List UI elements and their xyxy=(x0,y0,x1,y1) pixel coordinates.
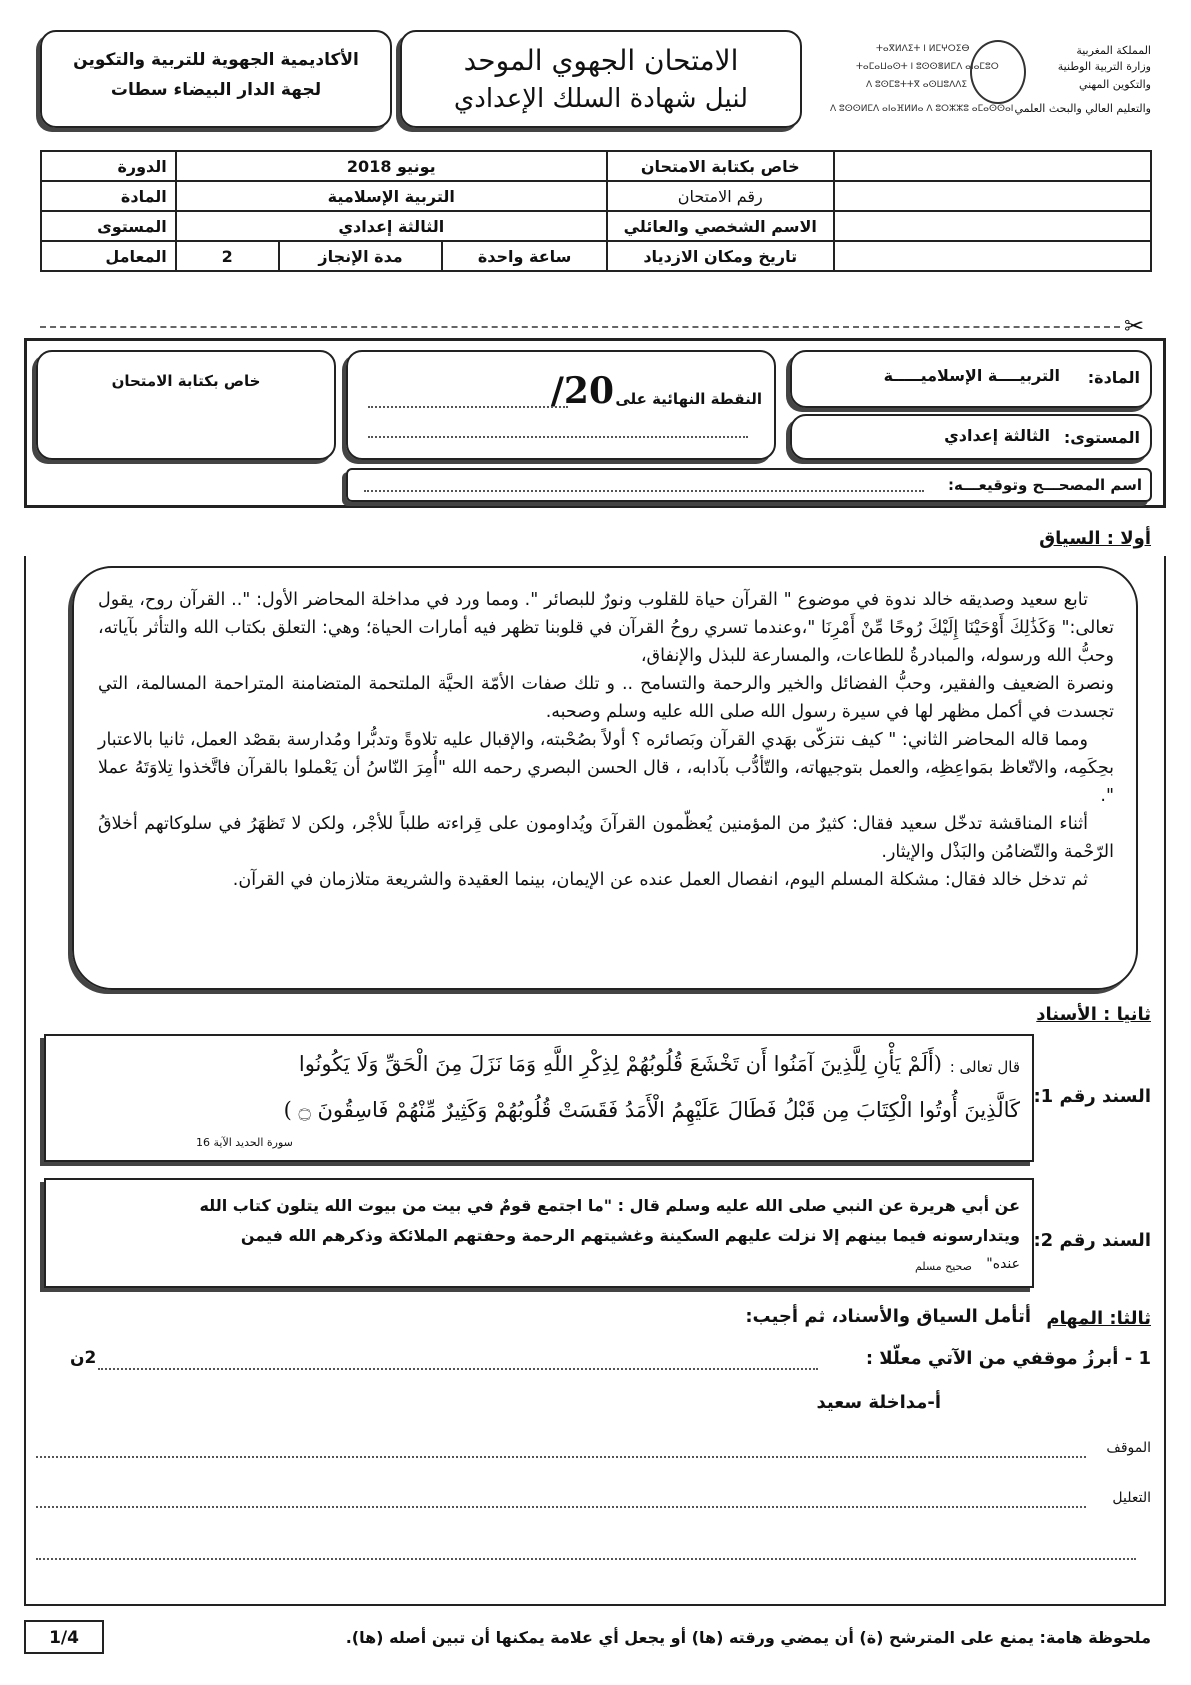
sources-heading: ثانيا : الأسناد xyxy=(1036,1004,1151,1025)
exam-info-table xyxy=(40,150,1152,272)
grading-level-label: المستوى: xyxy=(1063,428,1140,447)
source2-label: السند رقم 2: xyxy=(1033,1230,1151,1251)
name-cell[interactable] xyxy=(834,211,1151,241)
question1-dots[interactable] xyxy=(98,1368,818,1370)
final-score-label: النقطة النهائية على xyxy=(615,390,762,408)
context-box xyxy=(72,566,1138,990)
birth-cell[interactable] xyxy=(834,241,1151,271)
context-paragraph-4: أثناء المناقشة تدخّل سعيد فقال: كثيرٌ من المؤمنين يُعظّمون القرآنَ ويُداومون على قِراءته طلباً للأجْر، ولكن لا تَظهَرُ في سلوكاتهم أخلاقُ الرّحْمة والتّضامُن والبَذْل والإيثار. xyxy=(98,814,1114,862)
stance-dots[interactable] xyxy=(36,1456,1086,1458)
context-paragraph-3: ومما قاله المحاضر الثاني: " كيف نتزكّى بهَدي القرآن وبَصائره ؟ أولاً بصُحْبته، والإقبال عليه تلاوةً وتدبُّرا ومُدارسة بقصْد العمل، ثانيا بالاعتبار بحِكَمِه، والاتّعاظ بمَواعِظِه، والعمل بتوجيهاته، والتّأدُّب بآدابه، ، قال الحسن البصري رحمه الله "أُمِرَ النّاسُ أن يَعْملوا بالقرآن فاتَّخذوا تِلاوَتَهُ عملا ". xyxy=(98,730,1114,806)
source2-ref: صحيح مسلم xyxy=(914,1260,972,1273)
score-dots-1[interactable] xyxy=(368,406,568,408)
tasks-instruction: أتأمل السياق والأسناد، ثم أجيب: xyxy=(745,1306,1031,1327)
reserved-label-1: خاص بكتابة الامتحان xyxy=(607,151,834,181)
ministry-seal-icon xyxy=(970,40,1026,104)
context-paragraph-2: ونصرة الضعيف والفقير، وحبُّ الفضائل والخير والرحمة والتسامح .. و تلك صفات الأمّة الحيَّة الملتحمة المتضامنة المتراحمة المسالمة، التي تجسدت في أكمل مظهر لها في سيرة رسول الله صلى الله عليه وسلم وصحبه. xyxy=(98,674,1114,722)
corrector-label: اسم المصحـــح وتوقيعـــه: xyxy=(948,476,1142,494)
reason-label: التعليل xyxy=(1112,1490,1151,1506)
session-label: الدورة xyxy=(41,151,176,181)
birth-label: تاريخ ومكان الازدياد xyxy=(607,241,834,271)
score-dots-2[interactable] xyxy=(368,436,748,438)
reserved-blank-cell xyxy=(834,151,1151,181)
context-paragraph-5: ثم تدخل خالد فقال: مشكلة المسلم اليوم، انفصال العمل عنده عن الإيمان، بينما العقيدة والشريعة متلازمان في القرآن. xyxy=(232,870,1088,890)
ministry-line1: المملكة المغربية xyxy=(1076,44,1151,57)
source1-ref: سورة الحديد الآية 16 xyxy=(196,1136,293,1149)
scissors-icon: ✂ xyxy=(1124,312,1145,340)
source2-box xyxy=(44,1178,1034,1288)
tasks-heading: ثالثا: المهام xyxy=(1046,1308,1151,1329)
context-text xyxy=(98,586,1114,894)
duration-label: مدة الإنجاز xyxy=(279,241,443,271)
ministry-line3: والتكوين المهني xyxy=(1078,78,1151,91)
ministry-line2: وزارة التربية الوطنية xyxy=(1057,60,1151,73)
tifinagh-line4: ⴷ ⵓⵙⵙⵍⵎⴷ ⴰⵏⴰⴼⵍⵍⴰ ⴷ ⵓⵔⵣⵣⵓ ⴰⵎⴰⵙⵙⴰⵏ xyxy=(830,104,1014,114)
question1-points: 2ن xyxy=(70,1348,97,1368)
source2-line2: ويتدارسونه فيما بينهم إلا نزلت عليهم السكينة وغشيتهم الرحمة وحفتهم الملائكة وذكرهم الله فيمن xyxy=(240,1226,1020,1245)
score-box xyxy=(346,350,776,460)
exam-title-line2: لنيل شهادة السلك الإعدادي xyxy=(453,84,749,114)
exam-title-box xyxy=(400,30,802,128)
question1a: أ-مداخلة سعيد xyxy=(816,1392,941,1413)
level-value: الثالثة إعدادي xyxy=(176,211,607,241)
cut-line xyxy=(40,326,1120,328)
corrector-box xyxy=(346,468,1152,502)
source2-line3: عنده" xyxy=(986,1256,1020,1272)
grading-subject-value: التربيــــة الإسلاميـــــة xyxy=(883,366,1060,385)
page-number-box xyxy=(24,1620,104,1654)
exam-number-cell[interactable] xyxy=(834,181,1151,211)
question1: 1 - أبرزُ موقفي من الآتي معلّلا : xyxy=(865,1348,1151,1369)
academy-line1: الأكاديمية الجهوية للتربية والتكوين xyxy=(73,50,359,70)
level-label: المستوى xyxy=(41,211,176,241)
subject-label: المادة xyxy=(41,181,176,211)
page-number: 1/4 xyxy=(49,1628,79,1648)
reason-dots-2[interactable] xyxy=(36,1558,1136,1560)
source1-label: السند رقم 1: xyxy=(1033,1086,1151,1107)
duration-value: ساعة واحدة xyxy=(442,241,606,271)
ministry-line4: والتعليم العالي والبحث العلمي xyxy=(1014,102,1151,115)
subject-value: التربية الإسلامية xyxy=(176,181,607,211)
name-label: الاسم الشخصي والعائلي xyxy=(607,211,834,241)
level-box xyxy=(790,414,1152,460)
tifinagh-line3: ⴷ ⵓⵙⵎⵓⵜⵜⴳ ⴰⵙⵡⵓⴷⴷⵉ xyxy=(866,80,968,90)
session-value: يونيو 2018 xyxy=(176,151,607,181)
tifinagh-line2: ⵜⴰⵎⴰⵡⴰⵙⵜ ⵏ ⵓⵙⵙⴻⵍⵎⴷ ⴰⵏⴰⵎⵓⵔ xyxy=(856,62,999,72)
context-heading: أولا : السياق xyxy=(1039,528,1151,549)
stance-label: الموقف xyxy=(1106,1440,1151,1456)
tifinagh-line1: ⵜⴰⴳⵍⴷⵉⵜ ⵏ ⵍⵎⵖⵔⵉⴱ xyxy=(876,44,970,54)
footer-note: ملحوظة هامة: يمنع على المترشح (ة) أن يمضي ورقته (ها) أو يجعل أي علامة يمكنها أن تبين أصله (ها). xyxy=(345,1628,1151,1647)
academy-box xyxy=(40,30,392,128)
reserved-label-2: خاص بكتابة الامتحان xyxy=(111,372,261,390)
corrector-dots[interactable] xyxy=(364,490,924,492)
grading-subject-label: المادة: xyxy=(1087,368,1140,387)
grading-level-value: الثالثة إعدادي xyxy=(944,426,1050,445)
source2-line1: عن أبي هريرة عن النبي صلى الله عليه وسلم قال : "ما اجتمع قومٌ في بيت من بيوت الله يتلون كتاب الله xyxy=(199,1196,1020,1215)
subject-box xyxy=(790,350,1152,408)
coefficient-label: المعامل xyxy=(41,241,176,271)
context-paragraph-1: تابع سعيد وصديقه خالد ندوة في موضوع " القرآن حياة للقلوب ونورٌ للبصائر ". ومما ورد في مداخلة المحاضر الأول: ".. القرآن روح، يقول تعالى:" وَكَذَٰلِكَ أَوْحَيْنَا إِلَيْكَ رُوحًا مِّنْ أَمْرِنَا "،وعندما تسري روحُ القرآن في قلوبنا تظهر فيه أمارات الحياة؛ وهي: التعلق بكتاب الله والتأثر بآياته، وحبُّ الله ورسوله، والمبادرةُ للطاعات، والمسارعة للبذل والإنفاق، xyxy=(98,590,1114,666)
reason-dots-1[interactable] xyxy=(36,1506,1086,1508)
exam-title-line1: الامتحان الجهوي الموحد xyxy=(463,44,739,77)
source1-line2: كَالَّذِينَ أُوتُوا الْكِتَابَ مِن قَبْلُ فَطَالَ عَلَيْهِمُ الْأَمَدُ فَقَسَتْ قُلُوبُهُمْ وَكَثِيرٌ مِّنْهُمْ فَاسِقُونَ ۝ ) xyxy=(283,1098,1020,1122)
coefficient-value: 2 xyxy=(176,241,279,271)
exam-number-label: رقم الامتحان xyxy=(607,181,834,211)
final-score-max: 20/ xyxy=(550,370,614,412)
source1-intro: قال تعالى : xyxy=(949,1058,1020,1076)
reserved-box xyxy=(36,350,336,460)
source1-box xyxy=(44,1034,1034,1162)
academy-line2: لجهة الدار البيضاء سطات xyxy=(110,80,322,100)
source1-line1: (أَلَمْ يَأْنِ لِلَّذِينَ آمَنُوا أَن تَخْشَعَ قُلُوبُهُمْ لِذِكْرِ اللَّهِ وَمَا نَزَلَ مِنَ الْحَقِّ وَلَا يَكُونُوا xyxy=(298,1052,942,1076)
